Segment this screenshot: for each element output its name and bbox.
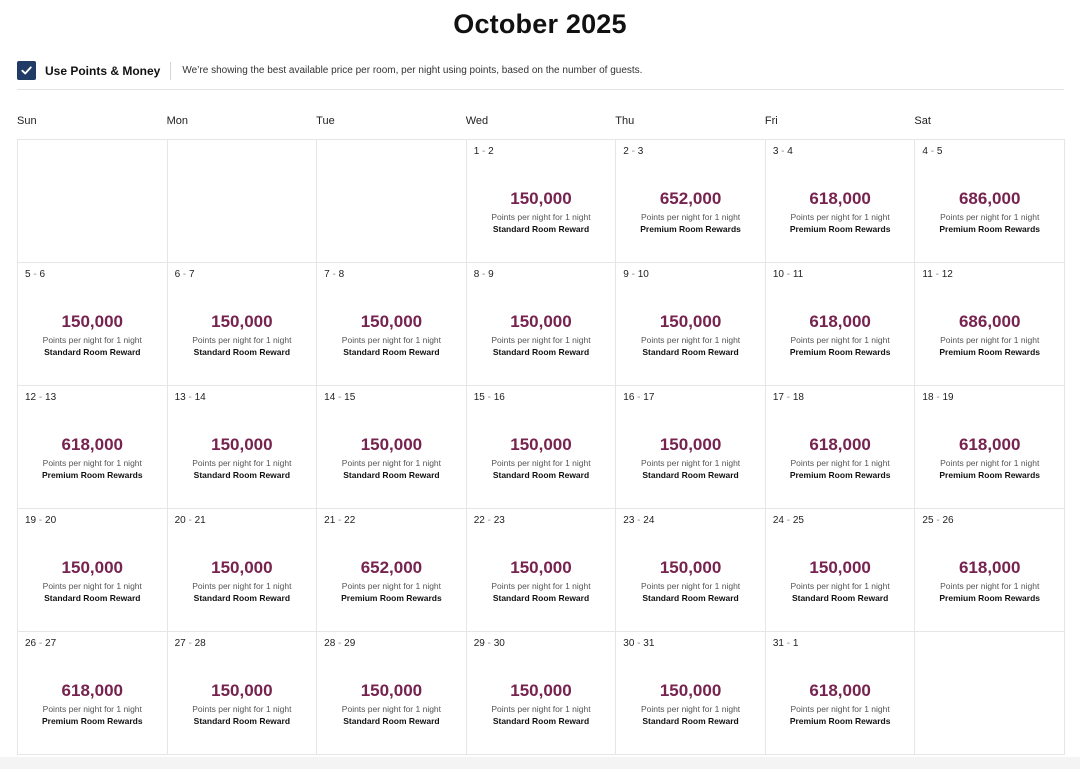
points-per-night-label: Points per night for 1 night [491,458,591,468]
date-separator: - [484,638,494,649]
points-per-night-label: Points per night for 1 night [42,704,142,714]
reward-type: Premium Room Rewards [341,593,442,603]
check-out-date: 18 [792,392,804,403]
weekday-label: Sun [17,115,37,127]
reward-type: Standard Room Reward [642,347,739,357]
points-per-night-label: Points per night for 1 night [192,581,292,591]
check-in-date: 22 [473,515,485,526]
price-info-text: We’re showing the best available price per room, per night using points, based on the number of guests. [182,65,643,76]
reward-type: Premium Room Rewards [41,470,143,480]
check-in-date: 5 [25,269,31,280]
points-price: 618,000 [809,312,871,331]
check-out-date: 8 [338,269,345,280]
date-separator: - [185,392,195,403]
date-range [922,146,942,157]
date-separator: - [335,392,345,403]
points-per-night-label: Points per night for 1 night [341,335,442,345]
calendar-day-cell[interactable] [317,386,467,509]
date-range [773,515,804,526]
check-in-date: 30 [623,638,635,649]
reward-type: Standard Room Reward [642,470,739,480]
date-separator: - [30,269,40,280]
points-per-night-label: Points per night for 1 night [341,458,442,468]
reward-type: Standard Room Reward [642,593,739,603]
calendar-day-cell[interactable] [467,140,617,263]
check-in-date: 17 [772,392,784,403]
date-range [324,515,355,526]
points-price: 150,000 [61,312,123,331]
reward-type: Premium Room Rewards [789,224,891,234]
date-separator: - [335,638,345,649]
points-price: 150,000 [211,312,273,331]
calendar-day-cell[interactable] [317,509,467,632]
points-per-night-label: Points per night for 1 night [940,581,1040,591]
check-out-date: 24 [643,515,655,526]
date-range [623,392,654,403]
calendar-day-cell[interactable] [467,263,617,386]
check-in-date: 14 [324,392,336,403]
reward-type: Standard Room Reward [492,716,590,726]
calendar-day-cell[interactable] [766,140,916,263]
points-price: 652,000 [659,189,722,208]
date-separator: - [634,392,644,403]
check-in-date: 4 [922,146,928,157]
date-range [623,269,649,280]
date-range [175,638,206,649]
check-out-date: 9 [488,269,494,280]
points-price: 150,000 [809,558,871,577]
date-range [474,269,494,280]
points-price: 652,000 [360,558,423,577]
points-per-night-label: Points per night for 1 night [42,335,142,345]
reward-type: Standard Room Reward [44,593,141,603]
reward-type: Premium Room Rewards [939,593,1041,603]
calendar-day-cell[interactable] [766,509,916,632]
date-separator: - [36,392,46,403]
date-separator: - [932,269,942,280]
calendar-day-cell[interactable] [915,140,1065,263]
points-per-night-label: Points per night for 1 night [640,581,741,591]
points-price: 618,000 [61,435,123,454]
date-separator: - [933,515,943,526]
date-range [175,269,195,280]
points-price: 150,000 [510,435,572,454]
calendar-day-cell[interactable] [616,509,766,632]
check-out-date: 4 [787,146,793,157]
calendar-grid [17,139,1065,755]
date-range [623,515,654,526]
date-separator: - [479,269,489,280]
reward-type: Standard Room Reward [343,347,440,357]
check-out-date: 5 [936,146,943,157]
date-range [474,146,494,157]
calendar-day-cell[interactable] [317,263,467,386]
check-out-date: 26 [942,515,954,526]
calendar-day-cell[interactable] [766,263,916,386]
calendar-cell-empty [317,140,467,263]
points-per-night-label: Points per night for 1 night [42,581,142,591]
check-in-date: 8 [473,269,480,280]
check-out-date: 14 [194,392,206,403]
date-range [773,146,793,157]
date-range [623,146,643,157]
check-in-date: 31 [772,638,784,649]
reward-type: Standard Room Reward [492,347,590,357]
date-range [773,269,803,280]
points-price: 150,000 [360,312,423,331]
calendar-day-cell[interactable] [18,263,168,386]
date-separator: - [783,269,793,280]
check-in-date: 29 [473,638,485,649]
points-per-night-label: Points per night for 1 night [192,335,292,345]
date-separator: - [185,638,195,649]
check-in-date: 6 [174,269,181,280]
points-price: 618,000 [958,435,1021,454]
points-price: 150,000 [659,312,722,331]
date-separator: - [185,515,195,526]
check-icon [20,64,33,77]
check-in-date: 11 [922,269,933,280]
points-price: 150,000 [510,558,572,577]
points-per-night-label: Points per night for 1 night [491,335,591,345]
check-out-date: 11 [792,269,804,280]
check-in-date: 9 [623,269,629,280]
bottom-strip [0,757,1080,769]
points-per-night-label: Points per night for 1 night [790,704,890,714]
reward-type: Standard Room Reward [193,470,291,480]
reward-type: Premium Room Rewards [789,716,891,726]
check-in-date: 16 [623,392,635,403]
check-in-date: 10 [772,269,784,280]
points-per-night-label: Points per night for 1 night [790,212,890,222]
calendar-day-cell[interactable] [168,632,318,755]
check-out-date: 21 [194,515,206,526]
check-in-date: 1 [473,146,480,157]
check-in-date: 28 [324,638,336,649]
weekday-label: Tue [316,115,335,127]
points-per-night-label: Points per night for 1 night [640,212,741,222]
date-range [623,638,654,649]
points-price: 150,000 [211,558,273,577]
date-separator: - [634,638,644,649]
date-separator: - [484,392,494,403]
date-separator: - [36,638,46,649]
points-per-night-label: Points per night for 1 night [790,581,890,591]
check-out-date: 23 [493,515,505,526]
check-in-date: 26 [25,638,37,649]
check-out-date: 3 [637,146,644,157]
points-price: 618,000 [809,435,871,454]
weekday-label: Mon [166,115,188,127]
check-out-date: 28 [194,638,206,649]
points-per-night-label: Points per night for 1 night [940,335,1040,345]
points-price: 150,000 [659,435,722,454]
check-out-date: 19 [942,392,954,403]
points-per-night-label: Points per night for 1 night [491,581,591,591]
calendar-day-cell[interactable] [766,632,916,755]
check-in-date: 23 [623,515,635,526]
check-in-date: 19 [25,515,37,526]
check-out-date: 17 [643,392,655,403]
points-per-night-label: Points per night for 1 night [640,458,741,468]
calendar-day-cell[interactable] [616,632,766,755]
calendar-day-cell[interactable] [766,386,916,509]
date-range [474,638,505,649]
points-price: 150,000 [510,312,572,331]
reward-type: Premium Room Rewards [789,347,891,357]
reward-type: Standard Room Reward [44,347,141,357]
date-separator: - [783,392,793,403]
check-in-date: 20 [174,515,186,526]
weekday-label: Sat [914,115,931,127]
date-range [324,638,355,649]
date-separator: - [628,146,638,157]
reward-type: Standard Room Reward [343,470,440,480]
date-range [773,638,799,649]
reward-type: Premium Room Rewards [41,716,143,726]
points-price: 686,000 [958,312,1021,331]
reward-type: Standard Room Reward [642,716,739,726]
weekday-label: Wed [465,115,489,127]
calendar-day-cell[interactable] [467,632,617,755]
weekday-label: Fri [764,115,778,127]
check-out-date: 16 [493,392,505,403]
calendar-day-cell[interactable] [915,263,1065,386]
calendar-day-cell[interactable] [616,263,766,386]
points-price: 686,000 [958,189,1021,208]
check-in-date: 18 [922,392,934,403]
points-price: 150,000 [211,435,273,454]
points-price: 618,000 [958,558,1021,577]
reward-type: Standard Room Reward [492,224,590,234]
date-separator: - [778,146,788,157]
date-separator: - [783,515,793,526]
date-separator: - [36,515,46,526]
date-range [922,515,953,526]
check-out-date: 10 [637,269,649,280]
reward-type: Standard Room Reward [791,593,889,603]
check-out-date: 31 [643,638,655,649]
reward-type: Standard Room Reward [492,593,590,603]
options-bar [17,60,1064,90]
points-per-night-label: Points per night for 1 night [192,458,292,468]
calendar-day-cell[interactable] [168,509,318,632]
points-per-night-label: Points per night for 1 night [640,704,741,714]
date-range [324,269,344,280]
date-range [25,638,56,649]
check-out-date: 30 [493,638,505,649]
check-in-date: 24 [772,515,784,526]
reward-type: Standard Room Reward [193,716,291,726]
points-price: 150,000 [360,681,423,700]
check-in-date: 15 [473,392,485,403]
reward-type: Standard Room Reward [492,470,590,480]
points-per-night-label: Points per night for 1 night [42,458,142,468]
calendar-day-cell[interactable] [616,386,766,509]
check-in-date: 13 [174,392,186,403]
points-price: 150,000 [510,189,572,208]
date-range [175,392,206,403]
date-range [922,392,953,403]
check-in-date: 3 [772,146,779,157]
calendar-day-cell[interactable] [168,263,318,386]
reward-type: Premium Room Rewards [640,224,741,234]
calendar-day-cell[interactable] [18,509,168,632]
points-per-night-label: Points per night for 1 night [790,458,890,468]
date-range [175,515,206,526]
check-out-date: 6 [39,269,46,280]
check-out-date: 25 [792,515,804,526]
check-out-date: 13 [45,392,57,403]
date-range [922,269,952,280]
calendar-day-cell[interactable] [467,509,617,632]
date-separator: - [927,146,937,157]
calendar-day-cell[interactable] [616,140,766,263]
points-price: 150,000 [61,558,123,577]
check-in-date: 2 [623,146,629,157]
points-price: 150,000 [659,681,722,700]
date-range [25,269,45,280]
calendar-day-cell[interactable] [168,386,318,509]
points-per-night-label: Points per night for 1 night [940,458,1040,468]
calendar-day-cell[interactable] [915,509,1065,632]
points-price: 618,000 [809,681,871,700]
check-out-date: 29 [344,638,356,649]
date-separator: - [484,515,494,526]
date-range [25,392,56,403]
reward-type: Premium Room Rewards [939,224,1041,234]
points-price: 150,000 [659,558,722,577]
reward-type: Premium Room Rewards [939,470,1041,480]
date-separator: - [628,269,638,280]
date-range [773,392,804,403]
points-per-night-label: Points per night for 1 night [790,335,890,345]
check-out-date: 22 [344,515,356,526]
month-title: October 2025 [453,9,627,39]
calendar-day-cell[interactable] [18,632,168,755]
date-separator: - [783,638,793,649]
date-separator: - [329,269,339,280]
check-in-date: 12 [25,392,37,403]
check-out-date: 15 [344,392,356,403]
check-in-date: 27 [174,638,186,649]
calendar-cell-empty [168,140,318,263]
calendar-cell-empty [18,140,168,263]
points-price: 150,000 [510,681,572,700]
check-out-date: 2 [488,146,494,157]
calendar-cell-empty [915,632,1065,755]
date-range [474,392,505,403]
date-range [324,392,355,403]
check-out-date: 20 [45,515,57,526]
points-per-night-label: Points per night for 1 night [192,704,292,714]
check-out-date: 12 [941,269,953,280]
points-price: 150,000 [211,681,273,700]
date-range [25,515,56,526]
points-per-night-label: Points per night for 1 night [491,704,591,714]
points-per-night-label: Points per night for 1 night [640,335,741,345]
points-price: 150,000 [360,435,423,454]
date-separator: - [933,392,943,403]
use-points-label[interactable]: Use Points & Money [45,63,161,78]
options-divider [170,62,171,80]
points-price: 618,000 [61,681,123,700]
date-separator: - [634,515,644,526]
date-separator: - [479,146,489,157]
check-in-date: 25 [922,515,934,526]
weekday-label: Thu [615,115,635,127]
check-in-date: 7 [324,269,330,280]
points-per-night-label: Points per night for 1 night [940,212,1040,222]
check-in-date: 21 [324,515,336,526]
reward-type: Premium Room Rewards [789,470,891,480]
calendar-day-cell[interactable] [467,386,617,509]
date-range [474,515,505,526]
check-out-date: 1 [792,638,799,649]
weekday-header [17,115,1064,127]
check-out-date: 7 [189,269,195,280]
points-per-night-label: Points per night for 1 night [341,704,442,714]
calendar-day-cell[interactable] [915,386,1065,509]
date-separator: - [335,515,345,526]
date-separator: - [180,269,190,280]
points-price: 618,000 [809,189,871,208]
reward-type: Standard Room Reward [193,347,291,357]
points-per-night-label: Points per night for 1 night [341,581,442,591]
reward-type: Standard Room Reward [343,716,440,726]
calendar-day-cell[interactable] [18,386,168,509]
use-points-checkbox[interactable] [17,61,36,80]
reward-type: Standard Room Reward [193,593,291,603]
calendar-day-cell[interactable] [317,632,467,755]
check-out-date: 27 [45,638,57,649]
reward-type: Premium Room Rewards [939,347,1041,357]
points-per-night-label: Points per night for 1 night [491,212,591,222]
